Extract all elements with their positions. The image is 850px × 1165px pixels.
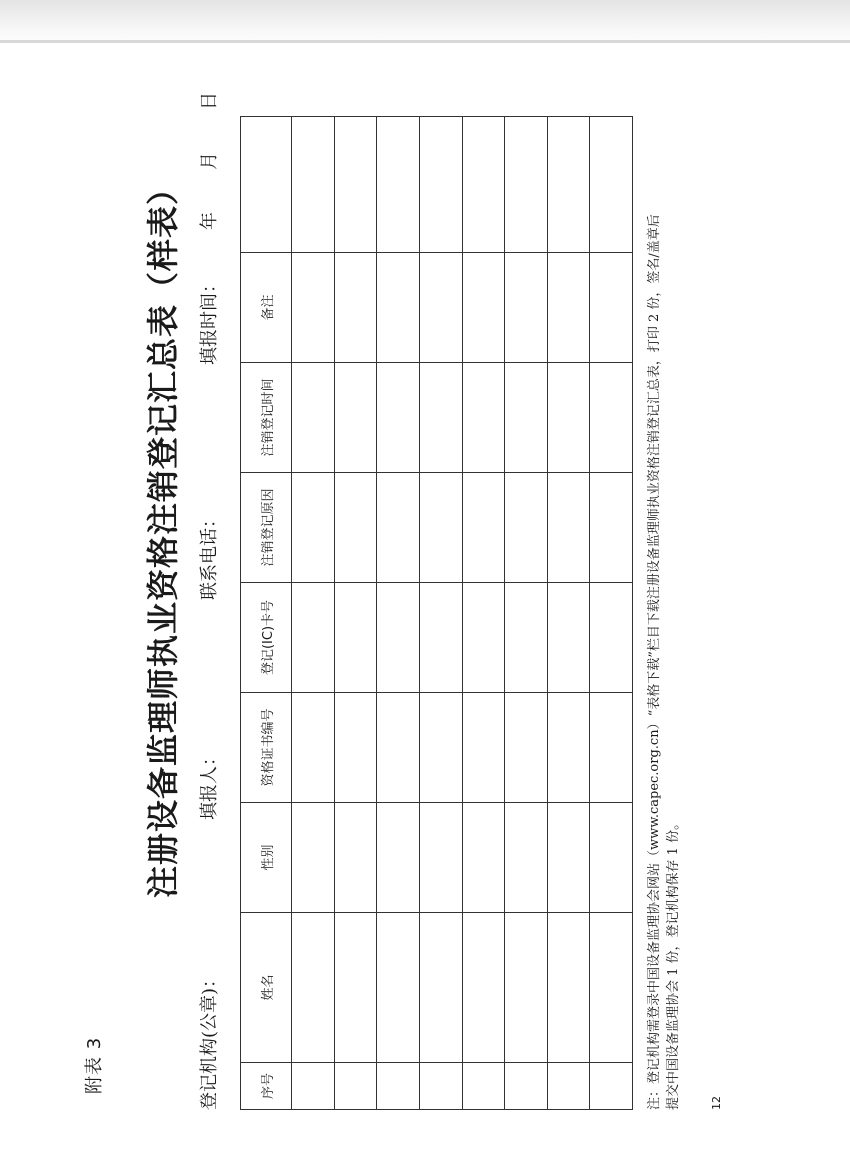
attachment-label: 附表 3 (84, 1036, 105, 1094)
table-cell[interactable] (462, 583, 505, 693)
table-cell[interactable] (547, 693, 590, 803)
table-cell[interactable] (419, 253, 462, 363)
table-cell[interactable] (505, 583, 548, 693)
table-cell[interactable] (419, 117, 462, 253)
org-field-label: 登记机构(公章)： (199, 969, 220, 1110)
table-row (377, 117, 420, 1110)
day-label: 日 (199, 92, 220, 110)
col-header-ic-card: 登记(IC)卡号 (241, 583, 292, 693)
table-cell[interactable] (292, 693, 335, 803)
table-cell[interactable] (419, 693, 462, 803)
table-cell[interactable] (462, 473, 505, 583)
table-cell[interactable] (590, 693, 633, 803)
table-cell[interactable] (547, 473, 590, 583)
table-cell[interactable] (505, 1063, 548, 1110)
table-cell[interactable] (377, 1063, 420, 1110)
table-cell[interactable] (462, 117, 505, 253)
col-header-gender: 性别 (241, 803, 292, 913)
table-cell[interactable] (505, 253, 548, 363)
table-cell[interactable] (547, 913, 590, 1063)
table-cell[interactable] (505, 913, 548, 1063)
date-field (195, 70, 221, 230)
footnote (645, 70, 683, 1110)
table-cell[interactable] (590, 913, 633, 1063)
table-cell[interactable] (505, 803, 548, 913)
table-cell[interactable] (505, 693, 548, 803)
table-row (547, 117, 590, 1110)
table-row (419, 117, 462, 1110)
table-cell[interactable] (419, 913, 462, 1063)
table-cell[interactable] (377, 693, 420, 803)
table-cell[interactable] (462, 1063, 505, 1110)
table-cell[interactable] (419, 473, 462, 583)
table-cell[interactable] (505, 117, 548, 253)
table-cell[interactable] (334, 117, 377, 253)
table-cell[interactable] (377, 803, 420, 913)
table-cell[interactable] (419, 363, 462, 473)
col-header-blank (241, 117, 292, 253)
month-label: 月 (199, 152, 220, 170)
table-row (334, 117, 377, 1110)
table-row (292, 117, 335, 1110)
table-cell[interactable] (505, 363, 548, 473)
table-cell[interactable] (334, 803, 377, 913)
time-field-label: 填报时间： (199, 275, 220, 365)
table-cell[interactable] (292, 913, 335, 1063)
rotated-page (40, 70, 723, 1110)
table-cell[interactable] (419, 583, 462, 693)
form-title: 注册设备监理师执业资格注销登记汇总表（样表） (144, 172, 182, 899)
table-cell[interactable] (547, 253, 590, 363)
table-row (590, 117, 633, 1110)
table-cell[interactable] (292, 583, 335, 693)
table-cell[interactable] (292, 117, 335, 253)
table-cell[interactable] (377, 473, 420, 583)
table-cell[interactable] (334, 473, 377, 583)
table-cell[interactable] (334, 583, 377, 693)
table-cell[interactable] (547, 1063, 590, 1110)
table-cell[interactable] (590, 1063, 633, 1110)
table-cell[interactable] (462, 693, 505, 803)
table-cell[interactable] (547, 803, 590, 913)
table-cell[interactable] (462, 363, 505, 473)
table-cell[interactable] (505, 473, 548, 583)
page-number: 12 (710, 1096, 723, 1110)
table-cell[interactable] (334, 253, 377, 363)
table-cell[interactable] (377, 117, 420, 253)
table-row (462, 117, 505, 1110)
table-cell[interactable] (590, 253, 633, 363)
table-cell[interactable] (547, 117, 590, 253)
table-cell[interactable] (377, 583, 420, 693)
table-cell[interactable] (590, 117, 633, 253)
table-header-row (241, 117, 292, 1110)
col-header-name: 姓名 (241, 913, 292, 1063)
table-cell[interactable] (292, 473, 335, 583)
table-cell[interactable] (462, 253, 505, 363)
phone-field-label: 联系电话： (199, 510, 220, 600)
reporter-field-label: 填报人： (199, 748, 220, 820)
table-cell[interactable] (419, 803, 462, 913)
table-row (505, 117, 548, 1110)
table-cell[interactable] (547, 583, 590, 693)
col-header-remarks: 备注 (241, 253, 292, 363)
table-cell[interactable] (377, 913, 420, 1063)
table-cell[interactable] (334, 913, 377, 1063)
table-cell[interactable] (419, 1063, 462, 1110)
col-header-reason: 注销登记原因 (241, 473, 292, 583)
table-cell[interactable] (462, 913, 505, 1063)
footnote-line-1: 注：登记机构需登录中国设备监理协会网站（www.capec.org.cn）“表格下载”栏目下载注册设备监理师执业资格注销登记汇总表，打印 2 份，签名/盖章后 (647, 214, 662, 1110)
table-cell[interactable] (547, 363, 590, 473)
table-cell[interactable] (590, 583, 633, 693)
table-cell[interactable] (292, 803, 335, 913)
year-label: 年 (199, 212, 220, 230)
table-cell[interactable] (292, 1063, 335, 1110)
table-cell[interactable] (334, 1063, 377, 1110)
table-cell[interactable] (292, 253, 335, 363)
register-table (240, 116, 633, 1110)
table-cell[interactable] (377, 363, 420, 473)
col-header-index: 序号 (241, 1063, 292, 1110)
footnote-line-2: 提交中国设备监理协会 1 份，登记机构保存 1 份。 (666, 816, 681, 1110)
col-header-cert-no: 资格证书编号 (241, 693, 292, 803)
table-cell[interactable] (462, 803, 505, 913)
table-cell[interactable] (377, 253, 420, 363)
scan-edge-line (0, 40, 850, 43)
table-cell[interactable] (334, 363, 377, 473)
table-cell[interactable] (590, 363, 633, 473)
table-cell[interactable] (590, 473, 633, 583)
table-cell[interactable] (590, 803, 633, 913)
table-cell[interactable] (334, 693, 377, 803)
col-header-cancel-time: 注销登记时间 (241, 363, 292, 473)
table-cell[interactable] (292, 363, 335, 473)
